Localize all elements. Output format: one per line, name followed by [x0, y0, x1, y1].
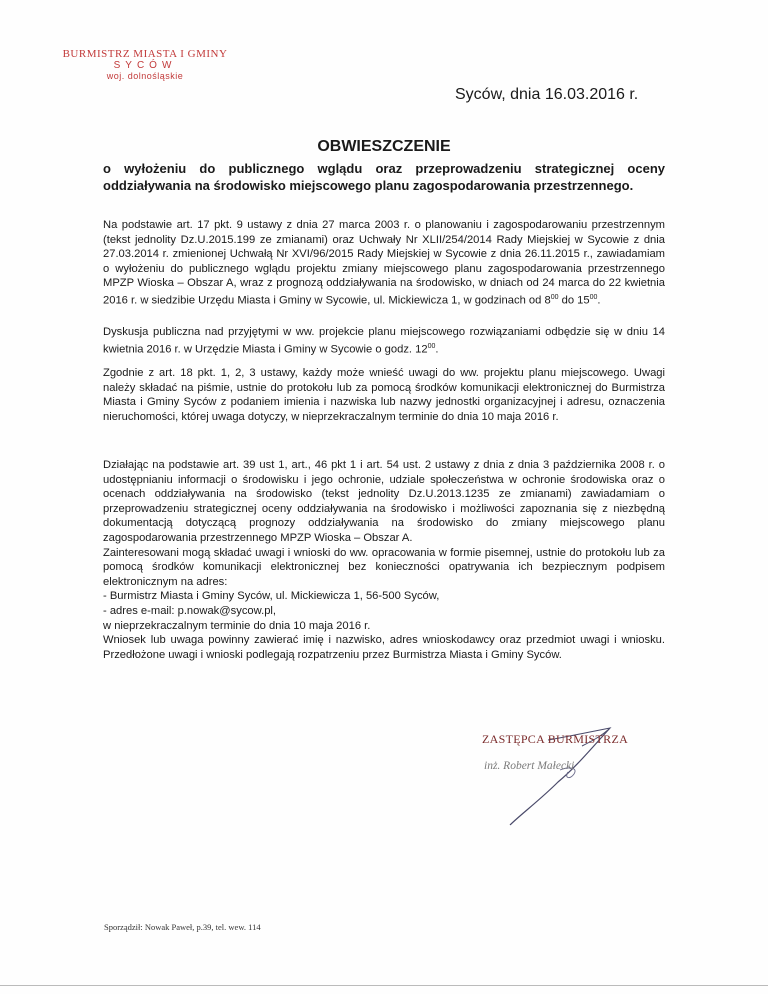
paragraph-comments-submission: Zgodnie z art. 18 pkt. 1, 2, 3 ustawy, każdy może wnieść uwagi do ww. projektu planu miejscowego. Uwagi należy składać na piśmie, ustnie do protokołu lub za pomocą środków komunikacji elektronicznej do Burmistrza Miasta i Gminy Syców z podaniem imienia i nazwiska lub nazwy jednostki organizacyjnej i adresu, oznaczenia nieruchomości, której uwaga dotyczy, w nieprzekraczalnym terminie do dnia 10 maja 2016 r.: [103, 367, 665, 423]
paragraph-public-discussion: Dyskusja publiczna nad przyjętymi w ww. projekcie planu miejscowego rozwiązaniami odbędzie się w dniu 14 kwietnia 2016 r. w Urzędzie Miasta i Gminy w Sycowie o godz. $12^{00}$.: [103, 326, 665, 356]
stamp-town: SYCÓW: [113, 60, 177, 71]
paragraph-legal-basis: Na podstawie art. 17 pkt. 9 ustawy z dnia 27 marca 2003 r. o planowaniu i zagospodarowaniu przestrzennym (tekst jednolity Dz.U.2015.199 ze zmianami) oraz Uchwały Nr XLII/254/2014 Rady Miejskiej w Sycowie z dnia 27.03.2014 r. zmienionej Uchwałą Nr XVI/96/2015 Rady Miejskiej w Sycowie z dnia 26.11.2015 r., zawiadamiam o wyłożeniu do publicznego wglądu projektu zmiany miejscowego planu zagospodarowania przestrzennego MPZP Wioska – Obszar A, wraz z prognozą oddziaływania na środowisko, w dniach od 24 marca do 22 kwietnia 2016 r. w siedzibie Urzędu Miasta i Gminy w Sycowie, ul. Mickiewicza 1, w godzinach od $8^{00}$ do $15^{00}$.: [103, 219, 665, 307]
signature-title: ZASTĘPCA BURMISTRZA: [482, 732, 629, 746]
signature-name: inż. Robert Małecki: [484, 760, 575, 772]
document-date: Syców, dnia 16.03.2016 r.: [455, 86, 639, 103]
page-edge-divider: [0, 985, 768, 986]
office-stamp: [50, 48, 240, 81]
notice-subtitle: o wyłożeniu do publicznego wglądu oraz przeprowadzeniu strategicznej oceny oddziaływania na środowisko miejscowego planu zagospodarowania przestrzennego.: [103, 161, 665, 193]
stamp-region: woj. dolnośląskie: [106, 71, 184, 81]
signature-block: [470, 720, 660, 830]
notice-title: OBWIESZCZENIE: [317, 138, 451, 155]
prepared-by-note: Sporządził: Nowak Paweł, p.39, tel. wew. 114: [104, 922, 261, 932]
stamp-office-name: BURMISTRZ MIASTA I GMINY: [62, 48, 228, 60]
paragraph-environmental-assessment: Działając na podstawie art. 39 ust 1, art., 46 pkt 1 i art. 54 ust. 2 ustawy z dnia z dnia 3 października 2008 r. o udostępnianiu informacji o środowisku i jego ochronie, udziale społeczeństwa w ochronie środowiska oraz o ocenach oddziaływania na środowisko (tekst jednolity Dz.U.2013.1235 ze zmianami) zawiadamiam o przeprowadzeniu strategicznej oceny oddziaływania na środowisko i możliwości zapoznania się z niezbędną dokumentacją dotyczącą prognozy oddziaływania na środowisko do zmiany miejscowego planu zagospodarowania przestrzennego MPZP Wioska – Obszar A. Zainteresowani mogą składać uwagi i wnioski do ww. opracowania w formie pisemnej, ustnie do protokołu lub za pomocą środków komunikacji elektronicznej bez konieczności opatrywania ich bezpiecznym podpisem elektronicznym na adres: - Burmistrz Miasta i Gminy Syców, ul. Mickiewicza 1, 56-500 Syców, - adres e-mail: p.nowak@sycow.pl, w nieprzekraczalnym terminie do dnia 10 maja 2016 r. Wniosek lub uwaga powinny zawierać imię i nazwisko, adres wnioskodawcy oraz przedmiot uwagi i wniosku. Przedłożone uwagi i wnioski podlegają rozpatrzeniu przez Burmistrza Miasta i Gminy Syców.: [103, 459, 665, 661]
